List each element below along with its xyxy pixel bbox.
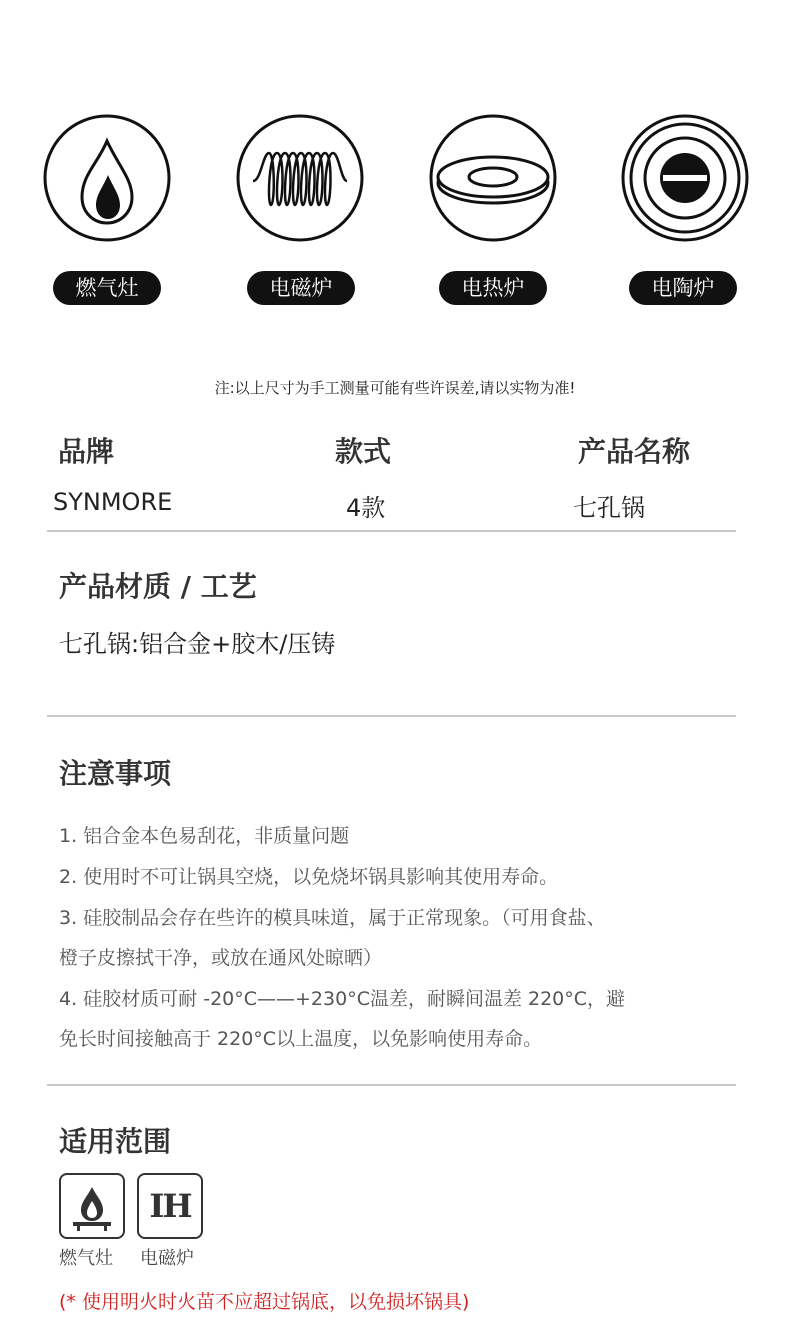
ih-icon-glyph: IH <box>149 1187 191 1225</box>
ih-icon <box>137 1173 203 1239</box>
hot-plate-icon <box>428 113 558 243</box>
material-title: 产品材质 / 工艺 <box>59 570 257 603</box>
precaution-line: 橙子皮擦拭干净，或放在通风处晾晒） <box>59 947 383 969</box>
divider <box>47 530 736 532</box>
divider <box>47 1084 736 1086</box>
coil-icon <box>235 113 365 243</box>
spec-value-product-name: 七孔锅 <box>573 494 645 522</box>
stove-label-hot-plate: 电热炉 <box>439 271 547 305</box>
divider <box>47 715 736 717</box>
precaution-line: 2. 使用时不可让锅具空烧，以免烧坏锅具影响其使用寿命。 <box>59 866 559 888</box>
precaution-line: 免长时间接触高于 220°C以上温度，以免影响使用寿命。 <box>59 1028 543 1050</box>
spec-value-style: 4款 <box>346 494 386 522</box>
spec-value-brand: SYNMORE <box>53 488 173 516</box>
measurement-note: 注:以上尺寸为手工测量可能有些许误差,请以实物为准! <box>214 379 576 397</box>
precautions-title: 注意事项 <box>59 757 172 790</box>
spec-header-style: 款式 <box>335 435 392 468</box>
precaution-line: 1. 铝合金本色易刮花，非质量问题 <box>59 825 350 847</box>
gas-stove-icon <box>59 1173 125 1239</box>
stove-label-ceramic: 电陶炉 <box>629 271 737 305</box>
flame-warning: (* 使用明火时火苗不应超过锅底，以免损坏锅具) <box>59 1291 470 1313</box>
spec-header-product-name: 产品名称 <box>578 435 691 468</box>
precaution-line: 3. 硅胶制品会存在些许的模具味道，属于正常现象。（可用食盐、 <box>59 907 606 929</box>
scope-title: 适用范围 <box>59 1125 172 1158</box>
spec-header-brand: 品牌 <box>58 435 115 468</box>
stove-label-induction: 电磁炉 <box>247 271 355 305</box>
stove-label-gas: 燃气灶 <box>53 271 161 305</box>
precaution-line: 4. 硅胶材质可耐 -20°C——+230°C温差，耐瞬间温差 220°C，避 <box>59 988 626 1010</box>
material-text: 七孔锅:铝合金+胶木/压铸 <box>59 630 336 658</box>
scope-label-gas: 燃气灶 <box>59 1248 113 1269</box>
ceramic-burner-icon <box>620 113 750 243</box>
scope-label-induction: 电磁炉 <box>140 1248 194 1269</box>
flame-icon <box>42 113 172 243</box>
